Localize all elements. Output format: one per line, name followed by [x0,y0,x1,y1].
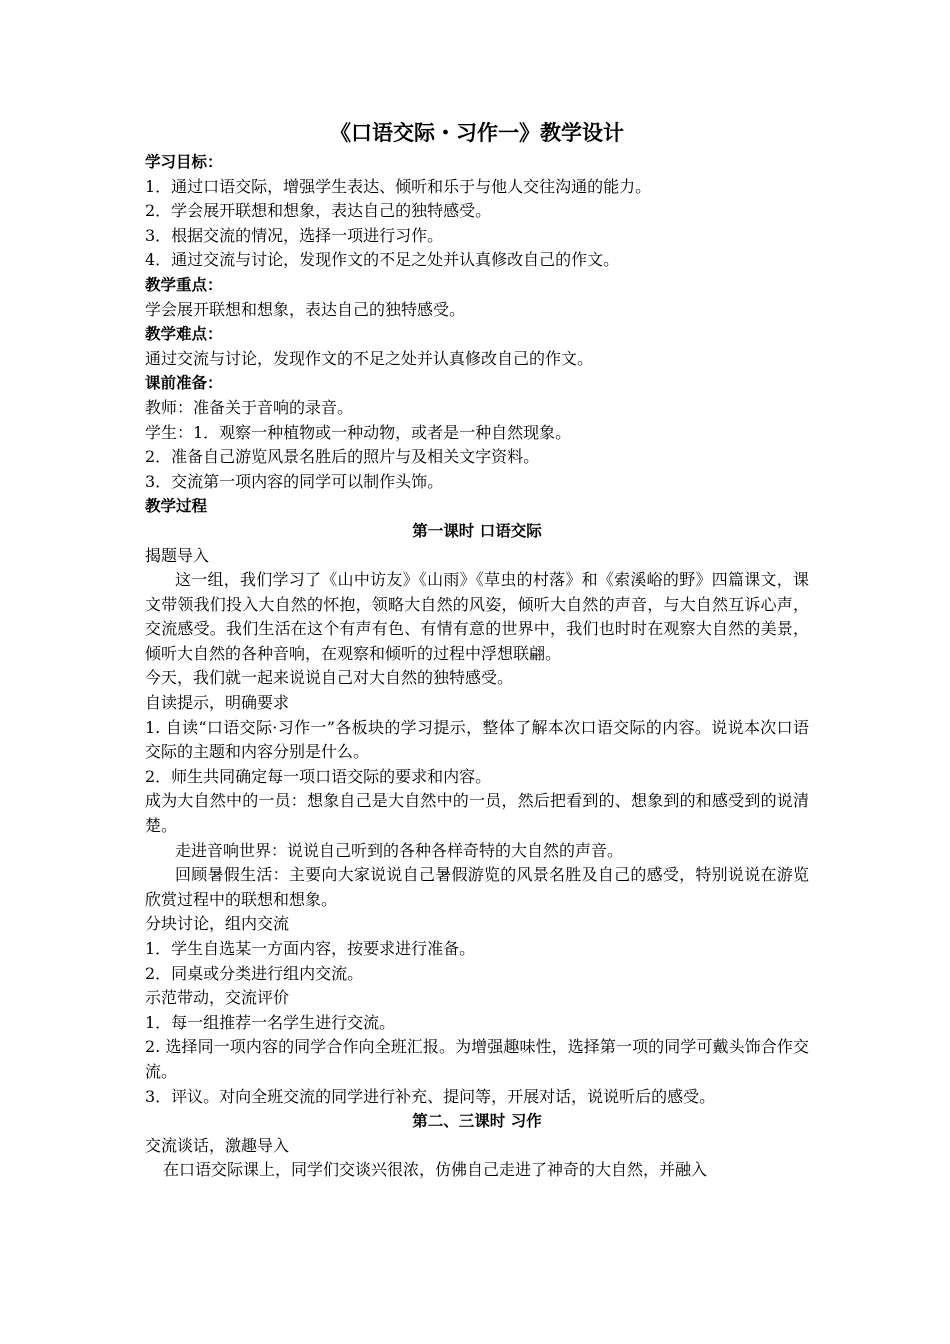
paragraph: 2. 选择同一项内容的同学合作向全班汇报。为增强趣味性，选择第一项的同学可戴头饰合作交流。 [145,1037,809,1081]
paragraph: 1. 自读“口语交际·习作一”各板块的学习提示，整体了解本次口语交际的内容。说说本次口语交际的主题和内容分别是什么。 [145,717,809,762]
paragraph: 2．同桌或分类进行组内交流。 [145,963,364,983]
key-point-text: 学会展开联想和想象，表达自己的独特感受。 [145,299,466,319]
section-title: 分块讨论，组内交流 [145,914,290,934]
paragraph: 成为大自然中的一员：想象自己是大自然中的一员，然后把看到的、想象到的和感受到的说清楚。 [145,791,809,836]
objective-item: 2．学会展开联想和想象，表达自己的独特感受。 [145,201,492,221]
paragraph: 3．评议。对向全班交流的同学进行补充、提问等，开展对话，说说听后的感受。 [145,1086,716,1106]
lesson1-heading: 第一课时 口语交际 [412,521,542,540]
section-title: 交流谈话，激趣导入 [145,1135,290,1155]
paragraph: 2．师生共同确定每一项口语交际的要求和内容。 [145,766,492,786]
difficulty-heading: 教学难点： [145,325,223,344]
document-title: 《口语交际・习作一》教学设计 [330,121,624,145]
paragraph: 在口语交际课上，同学们交谈兴很浓，仿佛自己走进了神奇的大自然，并融入 [163,1160,708,1180]
section-title: 自读提示，明确要求 [145,693,290,713]
paragraph: 1．每一组推荐一名学生进行交流。 [145,1012,396,1032]
paragraph: 回顾暑假生活：主要向大家说说自己暑假游览的风景名胜及自己的感受，特别说说在游览欣赏过程中的联想和想象。 [145,865,809,909]
preparation-item: 学生：1．观察一种植物或一种动物，或者是一种自然现象。 [145,422,572,442]
objectives-heading: 学习目标： [145,153,223,171]
paragraph: 今天，我们就一起来说说自己对大自然的独特感受。 [145,668,514,688]
key-point-heading: 教学重点： [145,275,223,294]
difficulty-text: 通过交流与讨论，发现作文的不足之处并认真修改自己的作文。 [145,348,594,368]
section-title: 揭题导入 [145,545,210,565]
preparation-item: 3．交流第一项内容的同学可以制作头饰。 [145,471,444,491]
section-title: 示范带动，交流评价 [145,988,290,1008]
paragraph: 1．学生自选某一方面内容，按要求进行准备。 [145,939,476,958]
objective-item: 1．通过口语交际，增强学生表达、倾听和乐于与他人交往沟通的能力。 [145,176,652,196]
lesson2-heading: 第二、三课时 习作 [412,1112,542,1131]
preparation-item: 教师：准备关于音响的录音。 [145,397,354,417]
process-heading: 教学过程 [145,497,208,516]
objective-item: 4．通过交流与讨论，发现作文的不足之处并认真修改自己的作文。 [145,250,620,270]
paragraph: 这一组，我们学习了《山中访友》《山雨》《草虫的村落》和《索溪峪的野》四篇课文，课文带领我们投入大自然的怀抱，领略大自然的风姿，倾听大自然的声音，与大自然互诉心声，交流感受。我们生活在这个有声有色、有情有意的世界中，我们也时时在观察大自然的美景，倾听大自然的各种音响，在观察和倾听的过程中浮想联翩。 [145,570,809,663]
paragraph: 走进音响世界：说说自己听到的各种各样奇特的大自然的声音。 [175,840,624,860]
preparation-item: 2．准备自己游览风景名胜后的照片与及相关文字资料。 [145,447,540,467]
preparation-heading: 课前准备： [145,374,223,393]
objective-item: 3．根据交流的情况，选择一项进行习作。 [145,225,444,245]
document-page [145,118,809,1183]
